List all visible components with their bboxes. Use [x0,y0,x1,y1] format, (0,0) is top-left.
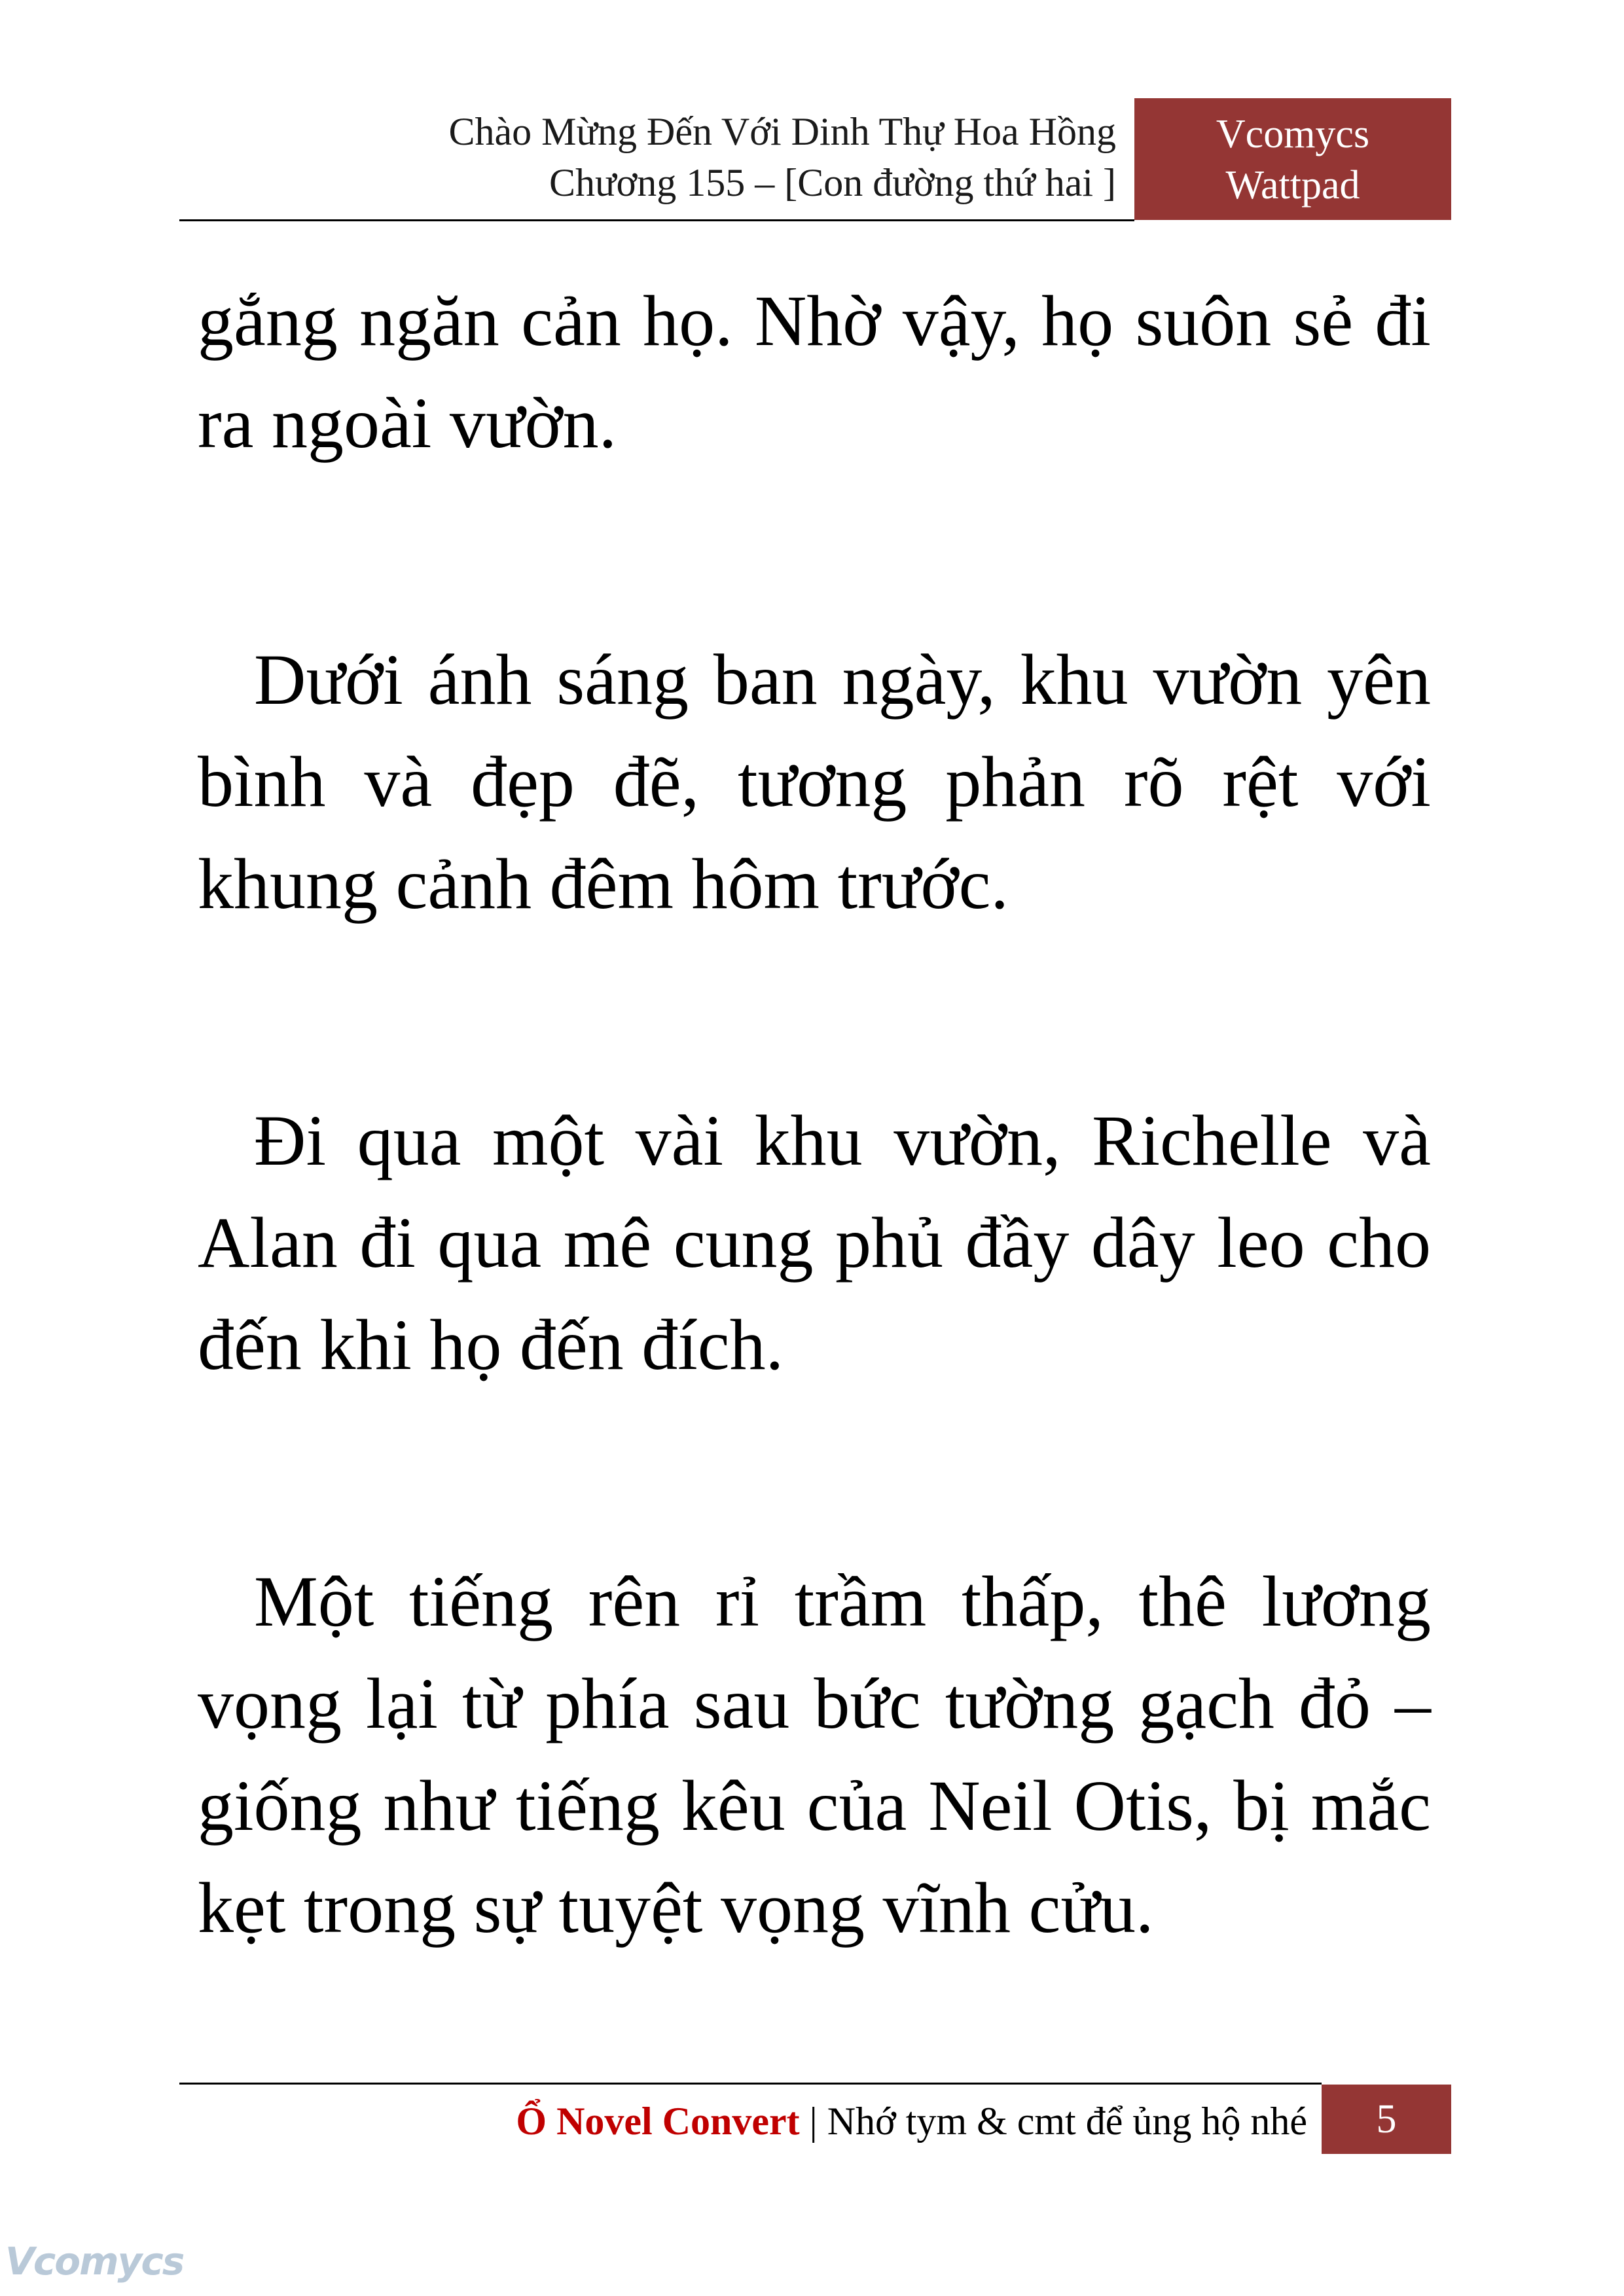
footer-note: Nhớ tym & cmt để ủng hộ nhé [827,2100,1307,2143]
paragraph: Một tiếng rên rỉ trầm thấp, thê lương vọng lại từ phía sau bức tường gạch đỏ – giống như tiếng kêu của Neil Otis, bị mắc kẹt trong sự tuyệt vọng vĩnh cửu. [198,1561,1431,1948]
page-number: 5 [1322,2085,1451,2154]
paragraph: Đi qua một vài khu vườn, Richelle và Alan đi qua mê cung phủ đầy dây leo cho đến khi họ đến đích. [198,1101,1431,1385]
watermark-logo: Vcomycs [5,2239,184,2284]
footer-divider [179,2083,1322,2085]
paragraph: gắng ngăn cản họ. Nhờ vậy, họ suôn sẻ đi ra ngoài vườn. [198,281,1431,463]
footer-separator: | [799,2100,827,2143]
page-footer [260,2094,1307,2149]
chapter-body [198,270,1431,2113]
header-badge [1134,98,1451,220]
header-badge-line2: Wattpad [1225,163,1360,208]
chapter-title: Chương 155 – [Con đường thứ hai ] [549,161,1116,204]
book-title: Chào Mừng Đến Với Dinh Thự Hoa Hồng [448,110,1116,153]
header-badge-line1: Vcomycs [1216,112,1370,156]
header-divider [179,219,1134,221]
paragraph: Dưới ánh sáng ban ngày, khu vườn yên bình và đẹp đẽ, tương phản rõ rệt với khung cảnh đêm hôm trước. [198,640,1431,924]
footer-brand: Ổ Novel Convert [516,2100,800,2143]
page-header [265,106,1116,208]
